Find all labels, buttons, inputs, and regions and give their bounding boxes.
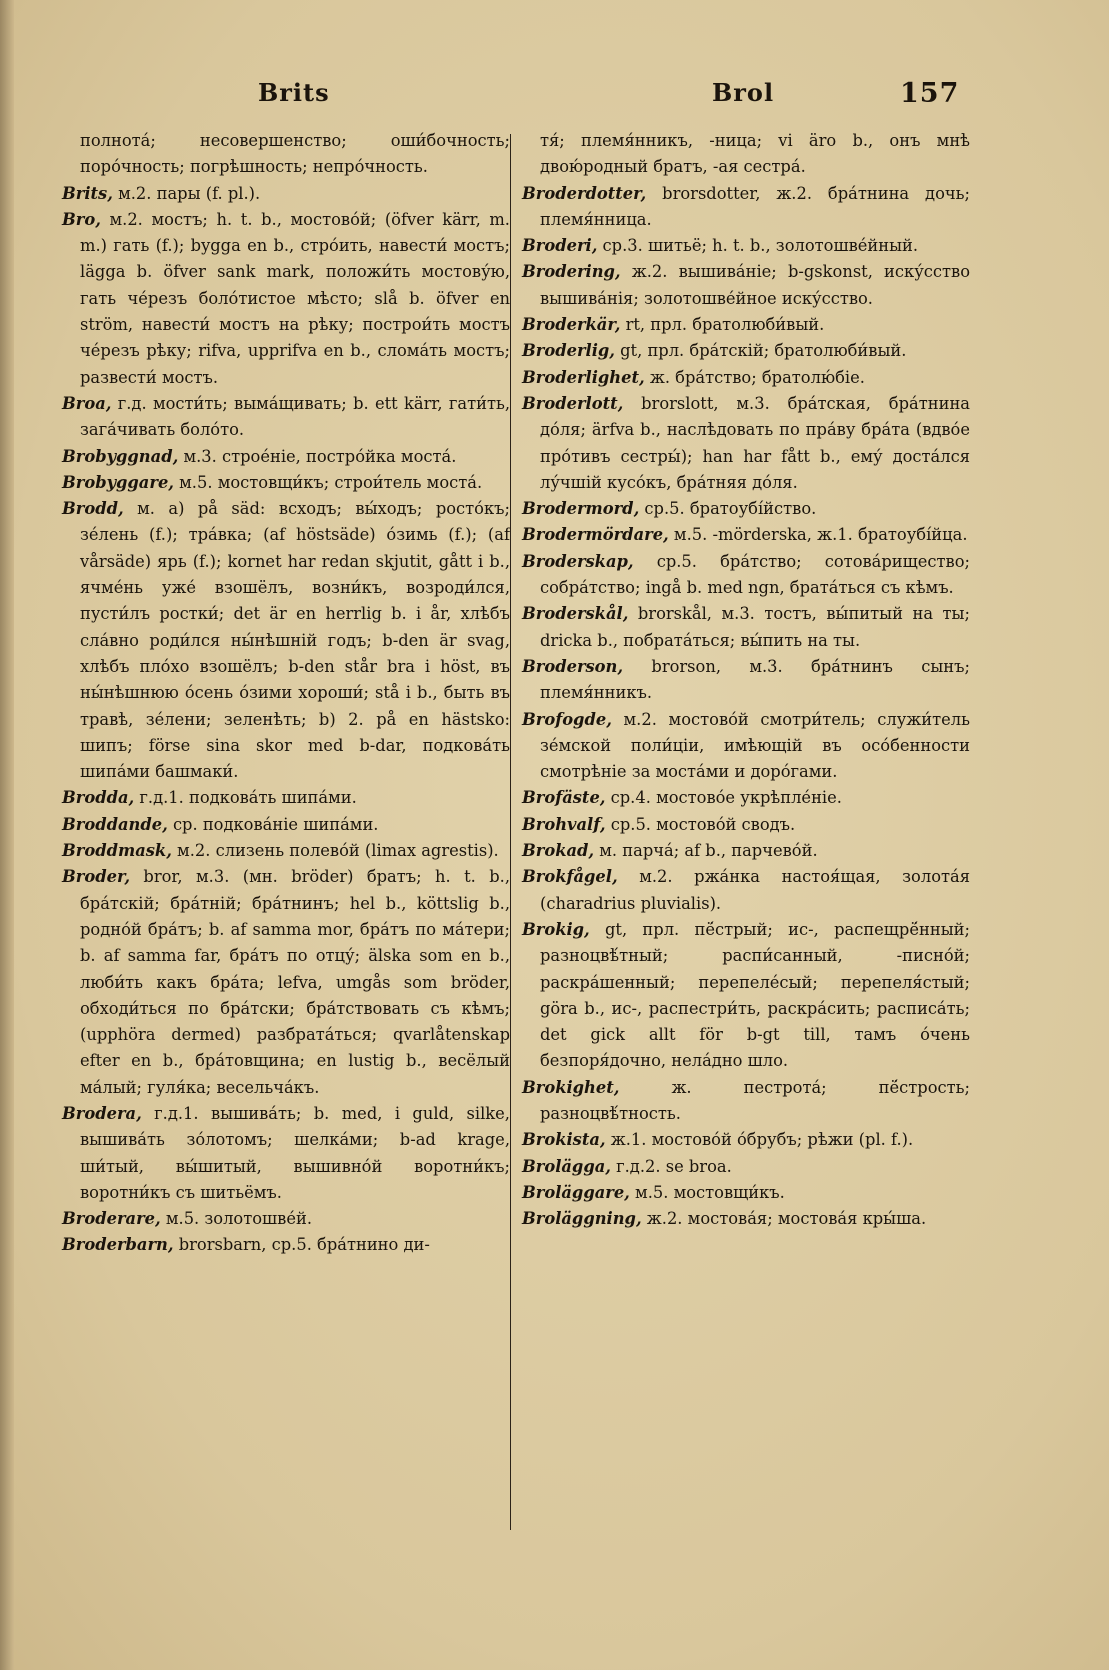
entry-definition: м.3. строе́ніе, постро́йка моста́. — [178, 446, 457, 466]
page-edge — [0, 0, 14, 1670]
entry-headword: Brofäste, — [522, 788, 606, 808]
dictionary-entry — [522, 312, 970, 338]
dictionary-entry — [62, 496, 510, 785]
entry-definition: ж.2. мостова́я; мостова́я кры́ша. — [641, 1209, 927, 1229]
entry-headword: Broderbarn, — [62, 1235, 174, 1255]
entry-definition: м.2. ржа́нка настоя́щая, золота́я (charadrius pluvialis). — [540, 867, 970, 913]
entry-definition: ж.2. вышива́ніе; b-gskonst, иску́сство вышива́нія; золотошве́йное иску́сство. — [540, 262, 970, 308]
left-column — [62, 128, 510, 1259]
dictionary-entry — [62, 207, 510, 391]
entry-definition: brorskål, м.3. тостъ, вы́питый на ты; dricka b., побрата́ться; вы́пить на ты. — [540, 604, 970, 650]
entry-definition: м.5. мостовщи́къ. — [629, 1182, 785, 1202]
dictionary-entry — [522, 601, 970, 654]
entry-definition: м.5. мостовщи́къ; строи́тель моста́. — [173, 472, 483, 492]
entry-headword: Broderkär, — [522, 315, 621, 335]
entry-definition: ср.5. бра́тство; сотова́рищество; собра́тство; ingå b. med ngn, брата́ться съ кѣмъ. — [540, 551, 970, 598]
entry-definition: м.5. -mörderska, ж.1. братоубі́йца. — [668, 525, 968, 545]
entry-definition: г.д.1. подкова́ть шипа́ми. — [134, 788, 357, 808]
dictionary-entry — [62, 1101, 510, 1206]
entry-headword: Brodering, — [522, 262, 621, 282]
dictionary-entry — [522, 391, 970, 496]
dictionary-entry — [522, 1206, 970, 1232]
entry-headword: Brobyggare, — [62, 472, 174, 492]
dictionary-entry — [62, 864, 510, 1101]
dictionary-entry — [522, 233, 970, 259]
dictionary-entry — [62, 128, 510, 181]
entry-definition: brorson, м.3. бра́тнинъ сынъ; племя́нникъ. — [540, 656, 970, 703]
entry-headword: Brodermördare, — [522, 525, 669, 545]
dictionary-entry — [522, 1180, 970, 1206]
entry-headword: Broderskål, — [522, 604, 629, 624]
dictionary-entry — [522, 1075, 970, 1128]
entry-definition: gt, прл. пё́стрый; ис-, распещрё́нный; разноцвѣ́тный; распи́санный, -писно́й; раскра́шенный; перепеле́сый; перепеля́стый; göra b., ис-, распестри́ть, раскра́сить; расписа́ть; det gick allt för b-gt till, тамъ о́чень безпоря́дочно, нела́дно шло. — [540, 919, 970, 1071]
entry-definition: г.д. мости́ть; выма́щивать; b. ett kärr, гати́ть, зага́чивать боло́то. — [80, 393, 510, 440]
dictionary-entry — [522, 864, 970, 917]
dictionary-entry — [522, 128, 970, 181]
dictionary-entry — [62, 785, 510, 811]
entry-headword: Broderlig, — [522, 341, 615, 361]
entry-definition: полнота́; несовершенство; оши́бочность; поро́чность; погрѣшность; непро́чность. — [80, 131, 510, 177]
entry-headword: Brolägga, — [522, 1156, 611, 1176]
entry-definition: brorsbarn, ср.5. бра́тнино ди- — [173, 1235, 430, 1255]
dictionary-entry — [522, 338, 970, 364]
dictionary-entry — [62, 1206, 510, 1232]
entry-definition: ж. бра́тство; братолю́біе. — [644, 367, 865, 387]
entry-definition: gt, прл. бра́тскій; братолюби́вый. — [614, 341, 907, 361]
entry-definition: м. парча́; af b., парчево́й. — [594, 841, 818, 861]
entry-definition: brorsdotter, ж.2. бра́тнина дочь; племя́нница. — [540, 183, 970, 229]
dictionary-entry — [522, 1154, 970, 1180]
entry-headword: Broderare, — [62, 1209, 161, 1229]
dictionary-entry — [522, 496, 970, 522]
running-head-right: Brol — [712, 78, 775, 107]
running-head-left: Brits — [258, 78, 330, 107]
entry-headword: Broderi, — [522, 236, 598, 256]
entry-definition: м.2. слизень полево́й (limax agrestis). — [171, 841, 499, 861]
entry-headword: Broderlighet, — [522, 367, 645, 387]
dictionary-entry — [522, 549, 970, 602]
entry-headword: Brohvalf, — [522, 814, 606, 834]
dictionary-entry — [522, 838, 970, 864]
entry-definition: ср.5. мостово́й сводъ. — [605, 814, 796, 834]
entry-headword: Brodermord, — [522, 499, 640, 519]
entry-headword: Brodda, — [62, 788, 135, 808]
entry-headword: Brofogde, — [522, 709, 612, 729]
dictionary-entry — [522, 785, 970, 811]
entry-headword: Broderdotter, — [522, 183, 647, 203]
entry-definition: ср. подкова́ніе шипа́ми. — [167, 814, 379, 834]
dictionary-entry — [62, 444, 510, 470]
entry-headword: Brobyggnad, — [62, 446, 179, 466]
page-number: 157 — [900, 78, 960, 109]
entry-headword: Brokfågel, — [522, 867, 618, 887]
entry-headword: Brodd, — [62, 499, 124, 519]
entry-definition: bror, м.3. (мн. bröder) братъ; h. t. b., бра́тскій; бра́тній; бра́тнинъ; hel b., köttslig b., родно́й бра́тъ; b. af samma mor, бра́тъ по ма́тери; b. af samma far, бра́тъ по отцу́; älska som en b., люби́ть какъ бра́та; lefva, umgås som bröder, обходи́ться по бра́тски; бра́тствовать съ кѣмъ; (upphöra dermed) разбрата́ться; qvarlåtenskap efter en b., бра́товщина; en lustig b., весёлый ма́лый; гуля́ка; весельча́къ. — [80, 867, 510, 1097]
entry-definition: м.2. мостъ; h. t. b., мостово́й; (öfver kärr, m. m.) гать (f.); bygga en b., стро́ить, навести́ мостъ; lägga b. öfver sank mark, положи́ть мостову́ю, гать че́резъ боло́тистое мѣсто; slå b. öfver en ström, навести́ мостъ на рѣку; построи́ть мостъ че́резъ рѣку; rifva, upprifva en b., слома́ть мостъ; развести́ мостъ. — [80, 209, 510, 387]
column-divider — [510, 134, 511, 1530]
entry-definition: тя́; племя́нникъ, -ница; vi äro b., онъ мнѣ двою́родный братъ, -ая сестра́. — [540, 131, 970, 177]
entry-headword: Broder, — [62, 867, 131, 887]
dictionary-entry — [522, 365, 970, 391]
entry-definition: ср.3. шитьё; h. t. b., золотошве́йный. — [597, 236, 919, 256]
dictionary-entry — [62, 812, 510, 838]
dictionary-entry — [522, 917, 970, 1075]
dictionary-entry — [62, 181, 510, 207]
entry-definition: г.д.2. se broa. — [610, 1156, 732, 1176]
entry-headword: Broa, — [62, 393, 112, 413]
entry-headword: Brokighet, — [522, 1077, 620, 1097]
entry-headword: Brokista, — [522, 1130, 606, 1150]
entry-definition: г.д.1. вышива́ть; b. med, i guld, silke, вышива́ть зо́лотомъ; шелка́ми; b-ad krage, ши́тый, вы́шитый, вышивно́й воротни́къ; воротни́къ съ шитьёмъ. — [80, 1103, 510, 1202]
entry-definition: м.5. золотошве́й. — [160, 1209, 313, 1229]
entry-headword: Bro, — [62, 209, 101, 229]
dictionary-entry — [522, 812, 970, 838]
entry-headword: Broläggning, — [522, 1209, 642, 1229]
entry-definition: ж.1. мостово́й о́брубъ; рѣжи (pl. f.). — [605, 1130, 914, 1150]
entry-definition: ср.4. мостово́е укрѣпле́ніе. — [605, 788, 842, 808]
dictionary-entry — [62, 391, 510, 444]
entry-headword: Brodera, — [62, 1103, 142, 1123]
entry-headword: Broderskap, — [522, 551, 634, 571]
dictionary-entry — [522, 522, 970, 548]
dictionary-entry — [62, 1232, 510, 1258]
entry-headword: Broläggare, — [522, 1182, 630, 1202]
dictionary-entry — [522, 1127, 970, 1153]
entry-headword: Broderlott, — [522, 393, 624, 413]
entry-headword: Broddande, — [62, 814, 168, 834]
entry-headword: Brokad, — [522, 841, 595, 861]
dictionary-entry — [62, 838, 510, 864]
entry-definition: ж. пестрота́; пё́стрость; разноцвѣ́тность. — [540, 1077, 970, 1123]
entry-definition: м.2. мостово́й смотри́тель; служи́тель зе́мской поли́ціи, имѣющій въ осо́бенности смотрѣніе за моста́ми и доро́гами. — [540, 709, 970, 782]
dictionary-entry — [522, 654, 970, 707]
dictionary-entry — [522, 259, 970, 312]
entry-headword: Broderson, — [522, 656, 624, 676]
dictionary-entry — [522, 181, 970, 234]
entry-definition: ср.5. братоубі́йство. — [639, 499, 817, 519]
dictionary-entry — [522, 707, 970, 786]
right-column — [522, 128, 970, 1232]
entry-headword: Broddmask, — [62, 841, 172, 861]
entry-headword: Brits, — [62, 183, 113, 203]
entry-definition: м.2. пары (f. pl.). — [112, 183, 261, 203]
entry-headword: Brokig, — [522, 919, 590, 939]
entry-definition: brorslott, м.3. бра́тская, бра́тнина до́ля; ärfva b., наслѣдовать по пра́ву бра́та (вдво́е про́тивъ сестры́); han har fått b., ему́ доста́лся лу́чшій кусо́къ, бра́тняя до́ля. — [540, 393, 970, 492]
entry-definition: rt, прл. братолюби́вый. — [620, 315, 825, 335]
entry-definition: м. a) på säd: всходъ; вы́ходъ; росто́къ; зе́лень (f.); тра́вка; (af höstsäde) о́зимь (f.); (af vårsäde) ярь (f.); kornet har redan skjutit, gått i b., ячме́нь уже́ взошёлъ, возни́къ, возроди́лся, пусти́лъ ростки́; det är en herrlig b. i år, хлѣбъ сла́вно роди́лся ны́нѣшній годъ; b-den är svag, хлѣбъ пло́хо взошёлъ; b-den står bra i höst, въ ны́нѣшнюю о́сень о́зими хороши́; stå i b., быть въ травѣ, зе́лени; зеленѣть; b) 2. på en hästsko: шипъ; förse sina skor med b-dar, подкова́ть шипа́ми башмаки́. — [80, 499, 510, 782]
dictionary-entry — [62, 470, 510, 496]
